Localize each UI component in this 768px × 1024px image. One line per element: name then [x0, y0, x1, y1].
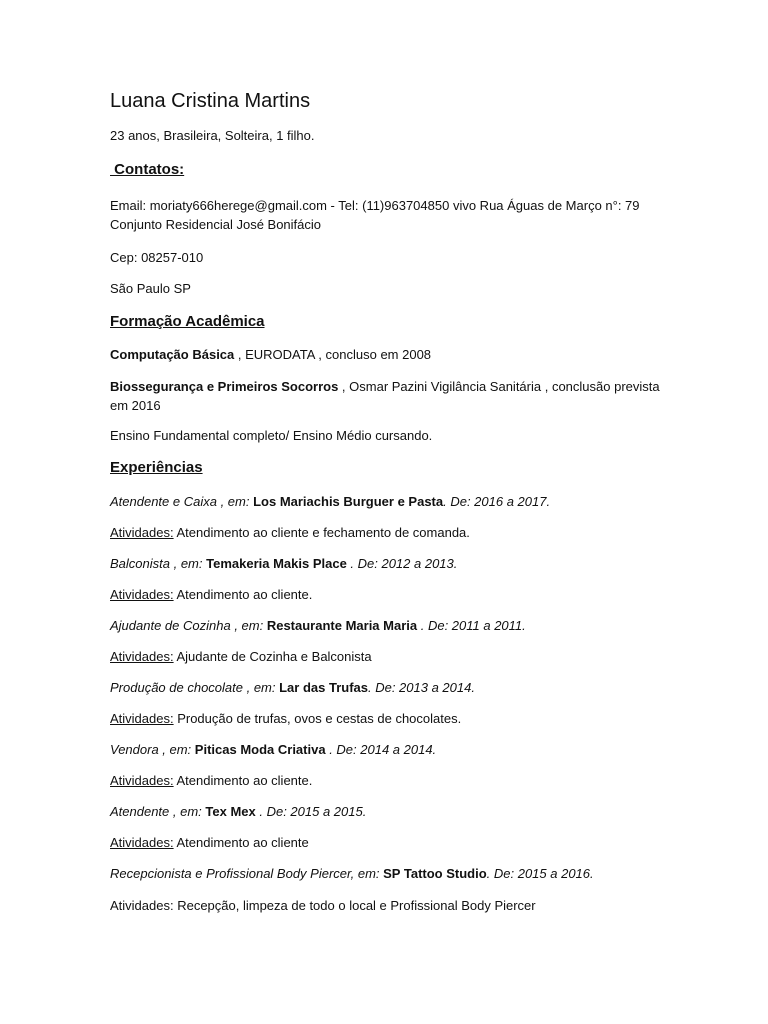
job-activities	[110, 648, 372, 666]
job-line	[110, 741, 436, 759]
job-period: . De: 2011 a 2011.	[417, 618, 526, 633]
job-line	[110, 679, 475, 697]
job-period: . De: 2013 a 2014.	[367, 680, 475, 695]
job-activities	[110, 772, 312, 790]
education-detail: Ensino Fundamental completo/ Ensino Médio cursando.	[110, 428, 433, 443]
activities-label: Atividades:	[110, 587, 174, 602]
contacts-heading: Contatos:	[110, 161, 185, 178]
job-role: Recepcionista e Profissional Body Piercer, em:	[110, 866, 384, 881]
job-line	[110, 865, 594, 883]
job-role: Vendora , em:	[110, 742, 195, 757]
activities-label: Atividades:	[110, 525, 174, 540]
education-item	[110, 377, 670, 415]
job-activities	[110, 710, 461, 728]
job-line	[110, 555, 457, 573]
job-company: Piticas Moda Criativa	[194, 742, 326, 757]
job-activities: Atividades: Recepção, limpeza de todo o local e Profissional Body Piercer	[110, 898, 536, 913]
job-activities	[110, 586, 312, 604]
job-company: Temakeria Makis Place	[206, 556, 347, 571]
job-role: Balconista , em:	[110, 556, 207, 571]
job-line	[110, 803, 366, 821]
job-company: Tex Mex	[205, 804, 256, 819]
job-period: . De: 2012 a 2013.	[346, 556, 458, 571]
job-line	[110, 617, 526, 635]
activities-label: Atividades:	[110, 711, 174, 726]
job-period: . De: 2016 a 2017.	[443, 494, 551, 509]
activities-text: Atendimento ao cliente.	[173, 773, 313, 788]
education-title: Biossegurança e Primeiros Socorros	[110, 379, 339, 394]
job-line	[110, 493, 550, 511]
job-role: Atendente , em:	[110, 804, 206, 819]
activities-text: Atendimento ao cliente	[173, 835, 309, 850]
activities-label: Atividades:	[110, 649, 174, 664]
job-period: . De: 2015 a 2016.	[486, 866, 594, 881]
activities-text: Ajudante de Cozinha e Balconista	[173, 649, 372, 664]
personal-info: 23 anos, Brasileira, Solteira, 1 filho.	[110, 128, 315, 143]
job-company: Lar das Trufas	[279, 680, 368, 695]
contact-city: São Paulo SP	[110, 281, 191, 296]
job-company: SP Tattoo Studio	[383, 866, 487, 881]
contact-details: Email: moriaty666herege@gmail.com - Tel: (11)963704850 vivo Rua Águas de Março n°: 79 Conjunto Residencial José Bonifácio	[110, 198, 640, 232]
job-role: Produção de chocolate , em:	[110, 680, 280, 695]
education-item	[110, 427, 432, 445]
job-activities	[110, 524, 470, 542]
education-detail: , Osmar Pazini Vigilância Sanitária , conclusão prevista em 2016	[110, 379, 660, 413]
job-company: Los Mariachis Burguer e Pasta	[253, 494, 444, 509]
activities-label: Atividades:	[110, 773, 174, 788]
job-role: Ajudante de Cozinha , em:	[110, 618, 267, 633]
activities-text: Atendimento ao cliente e fechamento de comanda.	[173, 525, 470, 540]
education-heading: Formação Acadêmica	[110, 313, 265, 330]
activities-label: Atividades:	[110, 835, 174, 850]
job-company: Restaurante Maria Maria	[266, 618, 418, 633]
activities-text: Atendimento ao cliente.	[173, 587, 313, 602]
job-activities	[110, 834, 309, 852]
activities-text: Produção de trufas, ovos e cestas de chocolates.	[173, 711, 462, 726]
contact-cep: Cep: 08257-010	[110, 250, 204, 265]
candidate-name: Luana Cristina Martins	[110, 90, 311, 112]
job-role: Atendente e Caixa , em:	[110, 494, 254, 509]
education-item	[110, 346, 431, 364]
education-title: Computação Básica	[110, 347, 235, 362]
job-period: . De: 2015 a 2015.	[255, 804, 367, 819]
job-period: . De: 2014 a 2014.	[325, 742, 437, 757]
experience-heading: Experiências	[110, 459, 203, 476]
education-detail: , EURODATA , concluso em 2008	[234, 347, 432, 362]
